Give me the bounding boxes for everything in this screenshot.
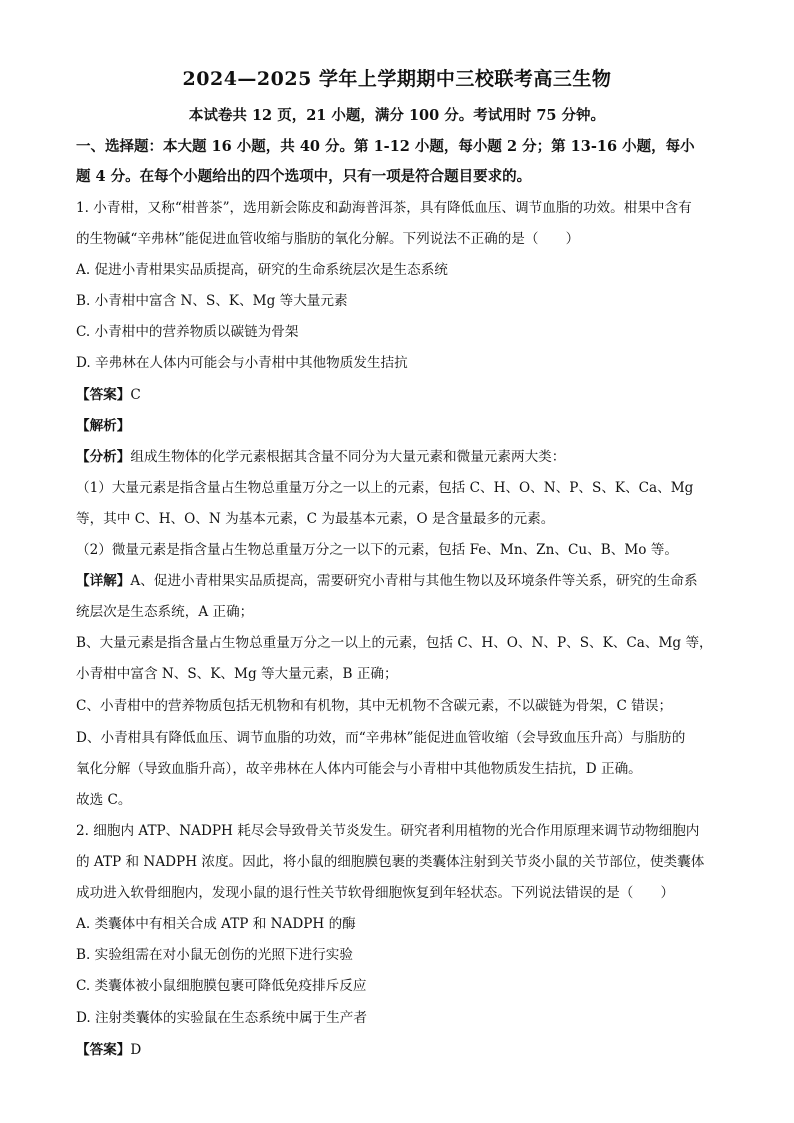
q1-detail-d-1: D、小青柑具有降低血压、调节血脂的功效，而“辛弗林”能促进血管收缩（会导致血压升高）与脂肪的 <box>76 730 686 746</box>
q1-point-1b: 等，其中 C、H、O、N 为基本元素，C 为最基本元素，O 是含量最多的元素。 <box>76 511 555 527</box>
q1-fenxi <box>76 447 726 467</box>
fenxi-tag: 【分析】 <box>76 449 131 465</box>
q1-point-2: （2）微量元素是指含量占生物总重量万分之一以下的元素，包括 Fe、Mn、Zn、Cu、B、Mo 等。 <box>76 542 678 558</box>
q1-answer <box>76 385 726 405</box>
q2-option-c: C. 类囊体被小鼠细胞膜包裹可降低免疫排斥反应 <box>76 978 367 994</box>
q2-option-a: A. 类囊体中有相关合成 ATP 和 NADPH 的酶 <box>76 916 356 932</box>
q2-stem-line-1: 2. 细胞内 ATP、NADPH 耗尽会导致骨关节炎发生。研究者利用植物的光合作用原理来调节动物细胞内 <box>76 823 700 839</box>
xiangjie-tag: 【详解】 <box>76 573 131 589</box>
section-header-line-1: 一、选择题：本大题 16 小题，共 40 分。第 1-12 小题，每小题 2 分；第 13-16 小题，每小 <box>76 138 695 155</box>
q1-detail-b-1: B、大量元素是指含量占生物总重量万分之一以上的元素，包括 C、H、O、N、P、S、K、Ca、Mg 等， <box>76 635 713 651</box>
answer-tag: 【答案】 <box>76 387 131 403</box>
q1-analysis-header <box>76 416 726 436</box>
answer-value: C <box>130 387 141 403</box>
q2-option-b: B. 实验组需在对小鼠无创伤的光照下进行实验 <box>76 947 353 963</box>
fenxi-text: 组成生物体的化学元素根据其含量不同分为大量元素和微量元素两大类： <box>130 449 566 465</box>
q1-detail-a-2: 统层次是生态系统，A 正确； <box>76 604 254 620</box>
q2-stem-line-2: 的 ATP 和 NADPH 浓度。因此，将小鼠的细胞膜包裹的类囊体注射到关节炎小鼠的关节部位，使类囊体 <box>76 854 705 870</box>
q1-option-d: D. 辛弗林在人体内可能会与小青柑中其他物质发生拮抗 <box>76 355 408 371</box>
q1-detail-a-1 <box>76 571 726 591</box>
analysis-tag: 【解析】 <box>76 418 131 434</box>
q1-stem-line-2: 的生物碱“辛弗林”能促进血管收缩与脂肪的氧化分解。下列说法不正确的是（ ） <box>76 231 580 247</box>
q2-answer <box>76 1040 726 1060</box>
q1-detail-b-2: 小青柑中富含 N、S、K、Mg 等大量元素，B 正确； <box>76 666 398 682</box>
q1-option-b: B. 小青柑中富含 N、S、K、Mg 等大量元素 <box>76 293 348 309</box>
section-header-line-2: 题 4 分。在每个小题给出的四个选项中，只有一项是符合题目要求的。 <box>76 168 532 185</box>
q1-detail-c: C、小青柑中的营养物质包括无机物和有机物，其中无机物不含碳元素，不以碳链为骨架，C 错误； <box>76 698 673 714</box>
q2-option-d: D. 注射类囊体的实验鼠在生态系统中属于生产者 <box>76 1010 367 1026</box>
q1-detail-d-2: 氧化分解（导致血脂升高），故辛弗林在人体内可能会与小青柑中其他物质发生拮抗，D 正确。 <box>76 761 642 777</box>
q1-option-a: A. 促进小青柑果实品质提高，研究的生命系统层次是生态系统 <box>76 262 448 278</box>
exam-title: 2024—2025 学年上学期期中三校联考高三生物 <box>182 68 612 90</box>
q1-conclusion: 故选 C。 <box>76 792 132 808</box>
q1-stem-line-1: 1. 小青柑，又称“柑普茶”，选用新会陈皮和勐海普洱茶，具有降低血压、调节血脂的功效。柑果中含有 <box>76 200 692 216</box>
q1-option-c: C. 小青柑中的营养物质以碳链为骨架 <box>76 324 299 340</box>
answer-value: D <box>130 1042 142 1058</box>
q1-point-1a: （1）大量元素是指含量占生物总重量万分之一以上的元素，包括 C、H、O、N、P、S、K、Ca、Mg <box>76 480 694 496</box>
answer-tag: 【答案】 <box>76 1042 131 1058</box>
exam-subtitle: 本试卷共 12 页，21 小题，满分 100 分。考试用时 75 分钟。 <box>188 107 606 124</box>
detail-a-text: A、促进小青柑果实品质提高，需要研究小青柑与其他生物以及环境条件等关系，研究的生命系 <box>130 573 698 589</box>
q2-stem-line-3: 成功进入软骨细胞内，发现小鼠的退行性关节软骨细胞恢复到年轻状态。下列说法错误的是（ ） <box>76 885 675 901</box>
